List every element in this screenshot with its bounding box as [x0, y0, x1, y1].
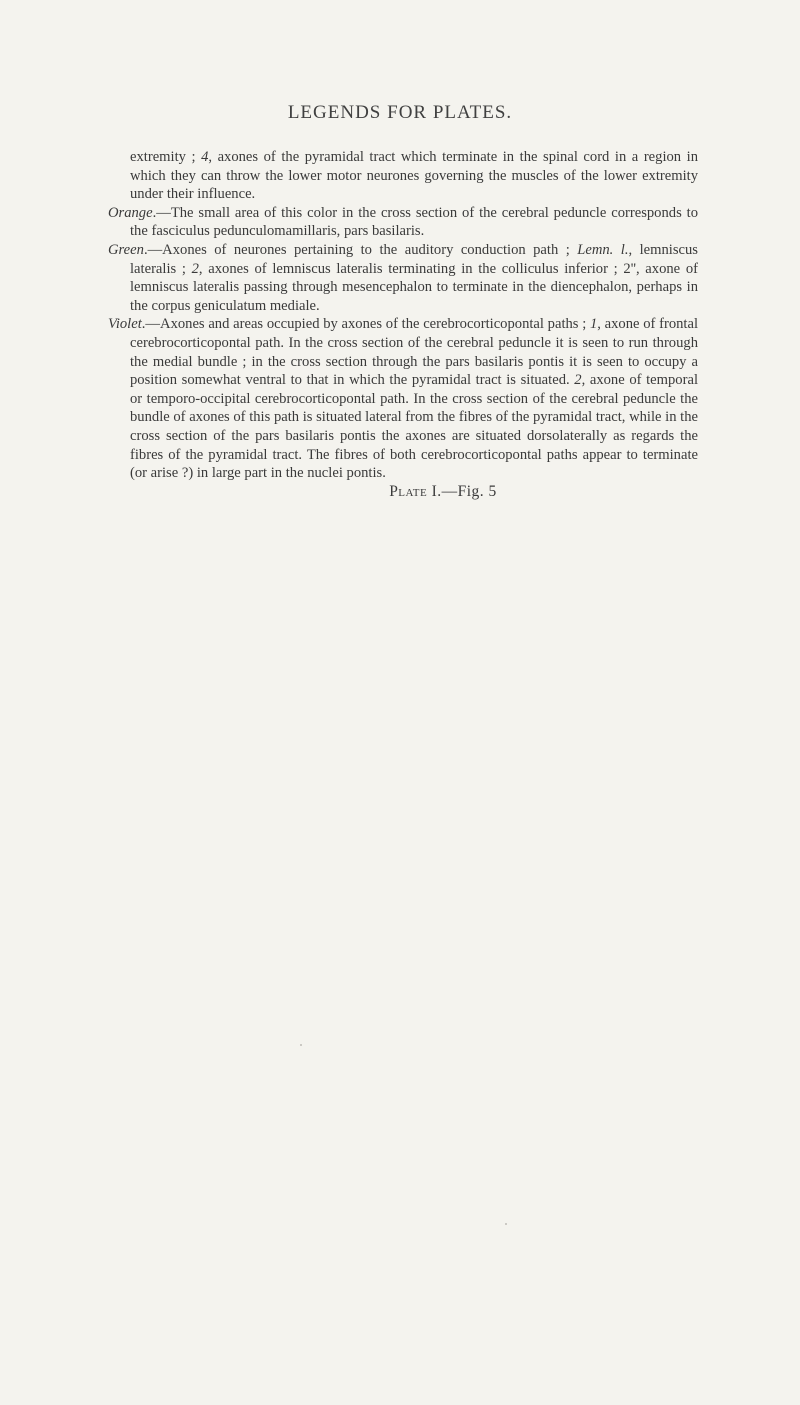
paragraph-green [108, 241, 698, 315]
green-text-a: .—Axones of neurones pertaining to the auditory conduction path ; [143, 241, 578, 258]
green-lemn: Lemn. l. [577, 241, 629, 258]
plate-figure: I.—Fig. 5 [427, 482, 497, 500]
p1-number: 4 [201, 149, 209, 165]
violet-number-2: 2 [574, 372, 582, 389]
green-number-2pp: 2'' [623, 260, 636, 277]
plate-reference [108, 483, 698, 502]
violet-text-c: , axone of temporal or temporo-occipital cerebrocorticopontal path. In the cross section of the cerebral peduncle the bundle of axones of this path is situated lateral from the fibres of the pyramidal tract, while in the cross section of the pars basilaris pontis the axones are situated dorsolaterally as regards the fibres of the pyramidal tract. The fibres of both cerebrocorticopontal paths appear to terminate (or arise ?) in large part in the nuclei pontis. [130, 372, 698, 482]
page-heading: LEGENDS FOR PLATES. [287, 102, 513, 123]
legend-text [108, 148, 698, 501]
paper-speck [300, 1044, 302, 1046]
paper-speck [505, 1223, 507, 1225]
p1-text-a: extremity ; [130, 149, 202, 165]
p1-text-b: , axones of the pyramidal tract which terminate in the spinal cord in a region in which they can throw the lower motor neurones governing the muscles of the lower extremity under their influence. [130, 149, 698, 203]
green-label: Green [108, 241, 144, 258]
orange-label: Orange [108, 204, 153, 221]
paragraph-violet [108, 315, 698, 482]
green-text-c: , axones of lemniscus lateralis terminating in the colliculus inferior ; [198, 260, 624, 277]
violet-label: Violet [108, 316, 142, 333]
violet-text-a: .—Axones and areas occupied by axones of the cerebrocorticopontal paths ; [141, 316, 590, 333]
green-number-2: 2 [191, 260, 199, 277]
green-text-b: , lemniscus lateralis ; [130, 241, 698, 277]
paragraph-continuation [108, 148, 698, 204]
green-text-d: , axone of lemniscus lateralis passing through mesencephalon to terminate in the diencephalon, perhaps in the corpus geniculatum mediale. [130, 260, 698, 314]
orange-text: .—The small area of this color in the cross section of the cerebral peduncle corresponds to the fasciculus pedunculomamillaris, pars basilaris. [130, 204, 698, 240]
plate-word: Plate [389, 482, 428, 500]
violet-number-1: 1 [589, 316, 598, 333]
paragraph-orange [108, 204, 698, 241]
violet-text-b: , axone of frontal cerebrocorticopontal path. In the cross section of the cerebral peduncle it is seen to run through the medial bundle ; in the cross section through the pars basilaris pontis it is seen to occupy a position somewhat ventral to that in which the pyramidal tract is situated. [130, 316, 698, 389]
